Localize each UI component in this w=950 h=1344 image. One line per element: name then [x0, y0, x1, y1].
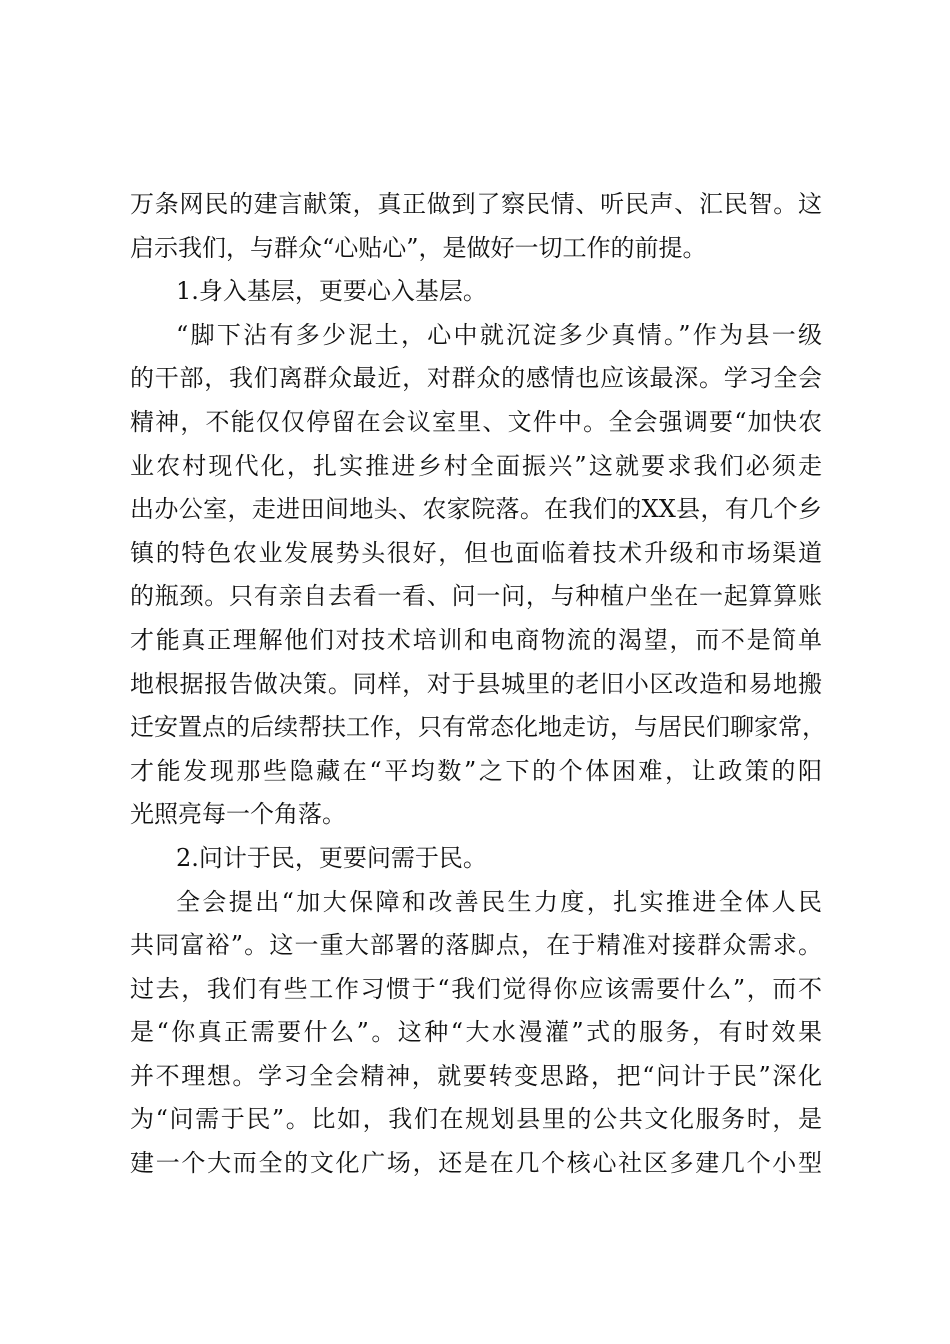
text-line: “脚下沾有多少泥土，心中就沉淀多少真情。”作为县一级 — [176, 320, 822, 349]
text-line: 并不理想。学习全会精神，就要转变思路，把“问计于民”深化 — [130, 1061, 822, 1090]
text-line: 精神，不能仅仅停留在会议室里、文件中。全会强调要“加快农 — [130, 407, 822, 436]
text-line: 共同富裕”。这一重大部署的落脚点，在于精准对接群众需求。 — [130, 931, 822, 960]
text-line: 万条网民的建言献策，真正做到了察民情、听民声、汇民智。这 — [130, 190, 822, 218]
text-line: 出办公室，走进田间地头、农家院落。在我们的XX县，有几个乡 — [130, 495, 822, 524]
text-line: 启示我们，与群众“心贴心”，是做好一切工作的前提。 — [130, 233, 707, 262]
text-line: 的瓶颈。只有亲自去看一看、问一问，与种植户坐在一起算算账 — [130, 582, 822, 611]
text-line: 地根据报告做决策。同样，对于县城里的老旧小区改造和易地搬 — [130, 669, 822, 698]
text-line: 为“问需于民”。比如，我们在规划县里的公共文化服务时，是 — [130, 1105, 822, 1134]
text-line: 过去，我们有些工作习惯于“我们觉得你应该需要什么”，而不 — [130, 974, 822, 1003]
text-line: 才能发现那些隐藏在“平均数”之下的个体困难，让政策的阳 — [130, 756, 822, 785]
text-line: 光照亮每一个角落。 — [130, 800, 346, 829]
text-line: 的干部，我们离群众最近，对群众的感情也应该最深。学习全会 — [130, 364, 822, 393]
document-page — [130, 183, 826, 1186]
text-line: 是“你真正需要什么”。这种“大水漫灌”式的服务，有时效果 — [130, 1018, 822, 1047]
text-line: 2.问计于民，更要问需于民。 — [176, 843, 487, 872]
text-line: 建一个大而全的文化广场，还是在几个核心社区多建几个小型 — [130, 1149, 822, 1178]
text-line: 才能真正理解他们对技术培训和电商物流的渴望，而不是简单 — [130, 625, 822, 654]
text-line: 全会提出“加大保障和改善民生力度，扎实推进全体人民 — [176, 887, 822, 916]
text-line: 业农村现代化，扎实推进乡村全面振兴”这就要求我们必须走 — [130, 451, 822, 480]
text-line: 迁安置点的后续帮扶工作，只有常态化地走访，与居民们聊家常， — [130, 713, 826, 742]
text-line: 镇的特色农业发展势头很好，但也面临着技术升级和市场渠道 — [130, 538, 822, 567]
text-line: 1.身入基层，更要心入基层。 — [176, 277, 487, 306]
